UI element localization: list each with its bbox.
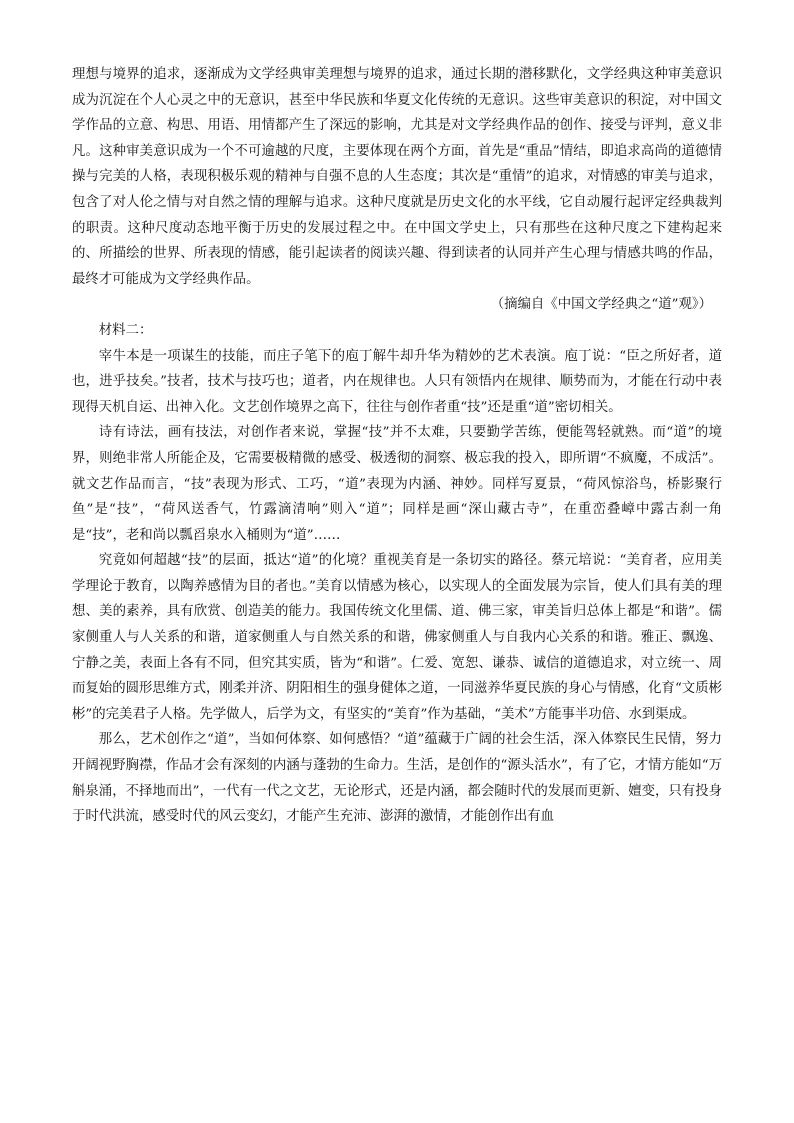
source-citation: （摘编自《中国文学经典之“道”观》） (490, 297, 712, 313)
material-two-paragraph-3: 究竟如何超越“技”的层面，抵达“道”的化境？重视美育是一条切实的路径。蔡元培说：“美育者，应用美学理论于教育，以陶养感情为目的者也。”美育以情感为核心，以实现人的全面发展为宗旨，使人们具有美的理想、美的素养，具有欣赏、创造美的能力。我国传统文化里儒、道、佛三家，审美旨归总体上都是“和谐”。儒家侧重人与人关系的和谐，道家侧重人与自然关系的和谐，佛家侧重人与自我内心关系的和谐。雅正、飘逸、宁静之美，表面上各有不同，但究其实质，皆为“和谐”。仁爱、宽恕、谦恭、诚信的道德追求，对立统一、周而复始的圆形思维方式，刚柔并济、阴阳相生的强身健体之道，一同滋养华夏民族的身心与情感，化育“文质彬彬”的完美君子人格。先学做人，后学为文，有坚实的“美育”作为基础，“美术”方能事半功倍、水到渠成。 (72, 553, 722, 722)
material-two-paragraph-4: 那么，艺术创作之“道”，当如何体察、如何感悟？“道”蕴藏于广阔的社会生活，深入体察民生民情，努力开阔视野胸襟，作品才会有深刻的内涵与蓬勃的生命力。生活，是创作的“源头活水”，有了它，才情方能如“万斛泉涌，不择地而出”，一代有一代之文艺，无论形式，还是内涵，都会随时代的发展而更新、嬗变，只有投身于时代洪流，感受时代的风云变幻，才能产生充沛、澎湃的激情，才能创作出有血 (72, 732, 722, 825)
material-two-paragraph-1: 宰牛本是一项谋生的技能，而庄子笔下的庖丁解牛却升华为精妙的艺术表演。庖丁说：“臣之所好者，道也，进乎技矣。”技者，技术与技巧也；道者，内在规律也。人只有领悟内在规律、顺势而为，才能在行动中表现得天机自运、出神入化。文艺创作境界之高下，往往与创作者重“技”还是重“道”密切相关。 (72, 348, 722, 415)
material-two-heading: 材料二： (98, 322, 153, 338)
material-two-paragraph-2: 诗有诗法，画有技法，对创作者来说，掌握“技”并不太难，只要勤学苦练，便能驾轻就熟。而“道”的境界，则绝非常人所能企及，它需要极精微的感受、极透彻的洞察、极忘我的投入，即所谓“不疯魔，不成活”。就文艺作品而言，“技”表现为形式、工巧，“道”表现为内涵、神妙。同样写夏景，“荷风惊浴鸟，桥影聚行鱼”是“技”，“荷风送香气，竹露滴清响”则入“道”；同样是画“深山藏古寺”，在重峦叠嶂中露古刹一角是“技”，老和尚以瓢舀泉水入桶则为“道”…… (72, 425, 722, 543)
material-one-paragraph: 理想与境界的追求，逐渐成为文学经典审美理想与境界的追求，通过长期的潜移默化，文学经典这种审美意识成为沉淀在个人心灵之中的无意识，甚至中华民族和华夏文化传统的无意识。这些审美意识的积淀，对中国文学作品的立意、构思、用语、用情都产生了深远的影响，尤其是对文学经典作品的创作、接受与评判，意义非凡。这种审美意识成为一个不可逾越的尺度，主要体现在两个方面，首先是“重品”情结，即追求高尚的道德情操与完美的人格，表现积极乐观的精神与自强不息的人生态度；其次是“重情”的追求，对情感的审美与追求，包含了对人伦之情与对自然之情的理解与追求。这种尺度就是历史文化的水平线，它自动履行起评定经典裁判的职责。这种尺度动态地平衡于历史的发展过程之中。在中国文学史上，只有那些在这种尺度之下建构起来的、所描绘的世界、所表现的情感，能引起读者的阅读兴趣、得到读者的认同并产生心理与情感共鸣的作品，最终才可能成为文学经典作品。 (72, 67, 722, 287)
